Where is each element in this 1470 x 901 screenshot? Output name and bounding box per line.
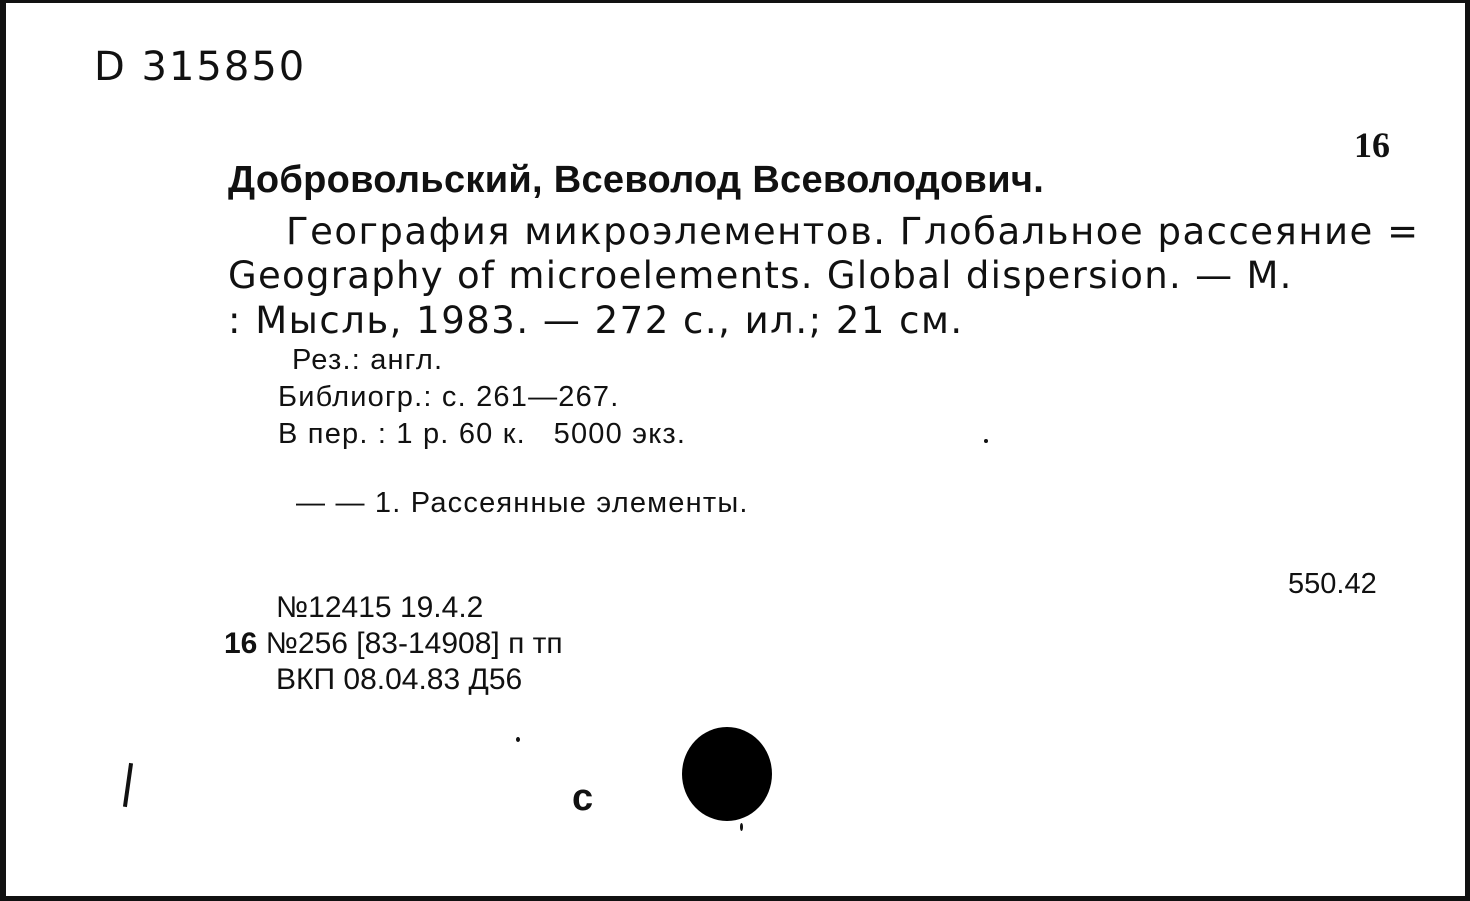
speck-1 <box>984 439 988 443</box>
note-price-print-run: В пер. : 1 р. 60 к. 5000 экз. <box>278 418 687 450</box>
registry-line-2-prefix: 16 <box>224 627 258 660</box>
shelf-number: 16 <box>1354 125 1390 165</box>
speck-2 <box>516 737 520 742</box>
title-line-2: Geography of microelements. Global dispersion. — М. <box>228 254 1293 297</box>
registry-line-2 <box>224 629 563 659</box>
note-bibliography: Библиогр.: с. 261—267. <box>278 381 620 413</box>
author-heading: Добровольский, Всеволод Всеволодович. <box>228 159 1045 201</box>
registry-line-2-text: №256 [83-14908] п тп <box>265 627 563 660</box>
registry-line-1: №12415 19.4.2 <box>276 591 484 624</box>
subject-heading: — — 1. Рассеянные элементы. <box>296 487 749 519</box>
inventory-number: D 315850 <box>94 44 307 90</box>
title-line-3: : Мысль, 1983. — 272 с., ил.; 21 см. <box>228 299 964 342</box>
speck-3 <box>740 823 743 831</box>
classification-index: 550.42 <box>1288 568 1377 600</box>
letter-mark: с <box>572 777 594 819</box>
title-line-1: География микроэлементов. Глобальное рассеяние = <box>286 210 1420 253</box>
punch-hole <box>682 727 772 821</box>
note-summary-language: Рез.: англ. <box>292 344 444 376</box>
pencil-mark <box>123 763 133 807</box>
registry-line-3: ВКП 08.04.83 Д56 <box>276 663 523 696</box>
